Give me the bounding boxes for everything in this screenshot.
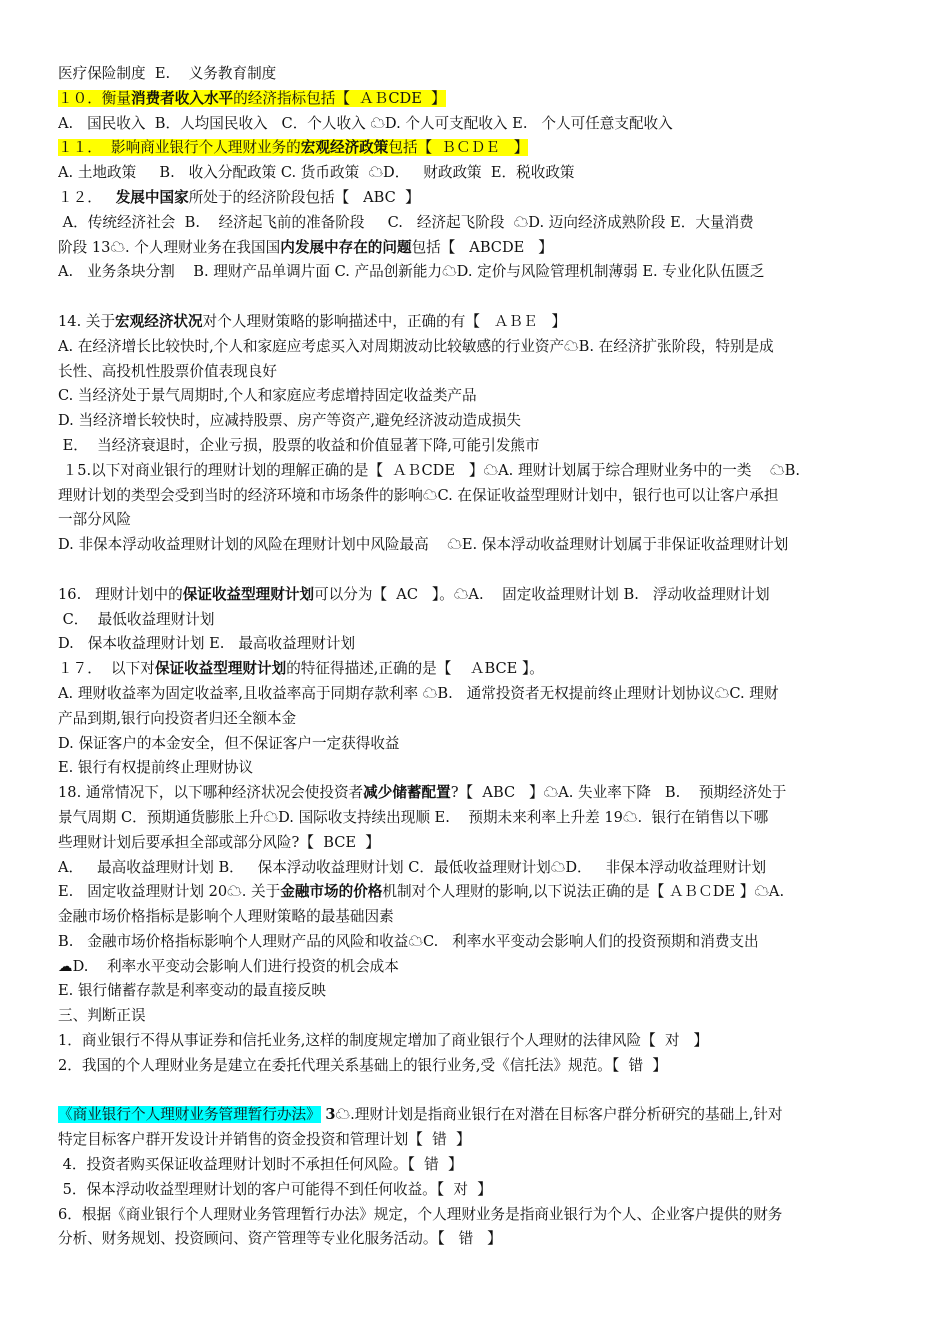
- text-line: [58, 409, 893, 434]
- text-segment: ☁.理财计划是指商业银行在对潜在目标客户群分析研究的基础上,针对: [335, 1106, 783, 1124]
- text-segment: D. 当经济增长较快时，应减持股票、房产等资产,避免经济波动造成损失: [58, 412, 521, 430]
- text-line: [58, 583, 893, 608]
- text-segment: 对个人理财策略的影响描述中，正确的有【 ＡＢＥ 】: [202, 312, 567, 330]
- text-line: [58, 112, 893, 137]
- text-line: [58, 186, 893, 211]
- text-segment: C. 当经济处于景气周期时,个人和家庭应考虑增持固定收益类产品: [58, 387, 477, 405]
- text-segment: A. 国民收入 B．人均国民收入 C．个人收入 ☁D. 个人可支配收入 E. 个人可任意支配收入: [58, 114, 673, 132]
- text-segment: 2．我国的个人理财业务是建立在委托代理关系基础上的银行业务,受《信托法》规范。【 错 】: [58, 1056, 667, 1074]
- text-segment: 金融市场的价格: [280, 883, 383, 901]
- text-segment: A. 土地政策 B. 收入分配政策 C. 货币政策 ☁D． 财政政策 E．税收政策: [58, 164, 575, 182]
- text-segment: 产品到期,银行向投资者归还全额本金: [58, 709, 297, 727]
- text-line: [58, 806, 893, 831]
- document-body: [58, 62, 893, 1252]
- text-segment: 理财计划的类型会受到当时的经济环境和市场条件的影响☁C. 在保证收益型理财计划中，银行也可以让客户承担: [58, 486, 779, 504]
- text-line: [58, 1227, 893, 1252]
- text-segment: １７． 以下对: [58, 660, 155, 678]
- text-line: [58, 484, 893, 509]
- text-segment: A. 业务条块分割 B. 理财产品单调片面 C. 产品创新能力☁D. 定价与风险管理机制薄弱 E. 专业化队伍匮乏: [58, 263, 765, 281]
- highlighted-text: 宏观经济政策: [300, 139, 389, 157]
- text-line: [58, 930, 893, 955]
- text-segment: D. 保本收益理财计划 E. 最高收益理财计划: [58, 635, 356, 653]
- text-line: [58, 1029, 893, 1054]
- text-segment: ☁D. 利率水平变动会影响人们进行投资的机会成本: [58, 957, 399, 975]
- text-segment: 保证收益型理财计划: [182, 585, 315, 603]
- text-segment: 景气周期 C．预期通货膨胀上升☁D. 国际收支持续出现顺 E. 预期未来利率上升差 19☁. 银行在销售以下哪: [58, 808, 769, 826]
- blank-line: [58, 285, 893, 310]
- text-line: [58, 508, 893, 533]
- text-segment: 4．投资者购买保证收益理财计划时不承担任何风险。【 错 】: [58, 1156, 463, 1174]
- text-segment: ?【 ABC 】☁A. 失业率下降 B. 预期经济处于: [450, 784, 787, 802]
- text-segment: E. 固定收益理财计划 20☁. 关于: [58, 883, 281, 901]
- text-segment: 医疗保险制度 E. 义务教育制度: [58, 65, 277, 82]
- text-segment: 宏观经济状况: [115, 312, 203, 330]
- text-segment: 保证收益型理财计划: [154, 660, 287, 678]
- text-segment: E. 银行有权提前终止理财协议: [58, 759, 254, 777]
- highlighted-text: 《商业银行个人理财业务管理暂行办法》: [58, 1106, 321, 1124]
- text-line: [58, 533, 893, 558]
- text-segment: D. 保证客户的本金安全，但不保证客户一定获得收益: [58, 734, 400, 752]
- text-segment: 5．保本浮动收益型理财计划的客户可能得不到任何收益。【 对 】: [58, 1180, 492, 1198]
- text-line: [58, 781, 893, 806]
- text-line: [58, 657, 893, 682]
- text-line: [58, 1153, 893, 1178]
- text-line: [58, 707, 893, 732]
- text-segment: 长性、高投机性股票价值表现良好: [58, 362, 277, 380]
- text-segment: 3: [325, 1106, 336, 1124]
- text-line: [58, 608, 893, 633]
- text-line: [58, 310, 893, 335]
- text-segment: 可以分为【 AC 】。☁A. 固定收益理财计划 B. 浮动收益理财计划: [314, 585, 770, 603]
- text-line: [58, 880, 893, 905]
- text-segment: E． 当经济衰退时，企业亏损，股票的收益和价值显著下降,可能引发熊市: [58, 436, 540, 454]
- text-segment: E. 银行储蓄存款是利率变动的最直接反映: [58, 982, 327, 1000]
- text-segment: 的特征得描述,正确的是【 ＡBCE 】。: [286, 660, 544, 678]
- highlighted-text: 的经济指标包括【 ＡＢCDE 】: [233, 89, 446, 107]
- text-segment: 6．根据《商业银行个人理财业务管理暂行办法》规定，个人理财业务是指商业银行为个人、企业客户提供的财务: [58, 1205, 783, 1223]
- text-segment: B. 金融市场价格指标影响个人理财产品的风险和收益☁C. 利率水平变动会影响人们的投资预期和消费支出: [58, 932, 759, 950]
- text-segment: 包括【 ABCDE 】: [411, 238, 553, 256]
- text-line: [58, 136, 893, 161]
- text-line: [58, 756, 893, 781]
- text-line: [58, 1203, 893, 1228]
- text-line: [58, 1103, 893, 1128]
- blank-line: [58, 1079, 893, 1104]
- text-segment: 三、判断正误: [58, 1007, 146, 1025]
- text-segment: 阶段 13☁. 个人理财业务在我国国: [58, 238, 281, 256]
- text-line: [58, 732, 893, 757]
- text-segment: 18. 通常情况下，以下哪种经济状况会使投资者: [58, 784, 364, 802]
- text-segment: １5.以下对商业银行的理财计划的理解正确的是【 ＡＢCDE 】☁A. 理财计划属于综合理财业务中的一类 ☁B.: [58, 461, 800, 479]
- text-segment: A. 理财收益率为固定收益率,且收益率高于同期存款利率 ☁B. 通常投资者无权提前终止理财计划协议☁C. 理财: [58, 684, 779, 702]
- text-line: [58, 161, 893, 186]
- text-segment: 分析、财务规划、投资顾问、资产管理等专业化服务活动。【 错 】: [58, 1230, 502, 1248]
- highlighted-text: １１． 影响商业银行个人理财业务的: [58, 139, 301, 157]
- text-segment: 一部分风险: [58, 511, 131, 529]
- text-line: [58, 955, 893, 980]
- text-segment: 发展中国家: [115, 188, 189, 206]
- text-line: [58, 260, 893, 285]
- text-line: [58, 1004, 893, 1029]
- text-segment: A．传统经济社会 B. 经济起飞前的准备阶段 C. 经济起飞阶段 ☁D. 迈向经济成熟阶段 E．大量消费: [58, 213, 754, 231]
- blank-line: [58, 558, 893, 583]
- text-line: [58, 682, 893, 707]
- highlighted-text: １０．衡量: [58, 89, 131, 107]
- text-segment: A． 最高收益理财计划 B． 保本浮动收益理财计划 C．最低收益理财计划☁D． 非保本浮动收益理财计划: [58, 858, 767, 876]
- text-segment: D. 非保本浮动收益理财计划的风险在理财计划中风险最高 ☁E. 保本浮动收益理财计划属于非保证收益理财计划: [58, 536, 789, 554]
- text-line: [58, 1128, 893, 1153]
- text-line: [58, 831, 893, 856]
- text-line: [58, 459, 893, 484]
- text-line: [58, 236, 893, 261]
- text-segment: 些理财计划后要承担全部或部分风险?【 BCE 】: [58, 833, 380, 851]
- text-segment: 机制对个人理财的影响,以下说法正确的是【 ＡＢＣDE 】☁A.: [382, 883, 785, 901]
- text-segment: A. 在经济增长比较快时,个人和家庭应考虑买入对周期波动比较敏感的行业资产☁B. 在经济扩张阶段，特别是成: [58, 337, 774, 355]
- text-line: [58, 632, 893, 657]
- text-segment: 所处于的经济阶段包括【 ABC 】: [188, 188, 420, 206]
- text-segment: 16. 理财计划中的: [58, 585, 183, 603]
- text-segment: １２．: [58, 188, 116, 206]
- text-line: [58, 1178, 893, 1203]
- text-line: [58, 979, 893, 1004]
- text-segment: 减少储蓄配置: [363, 784, 451, 802]
- text-line: [58, 1054, 893, 1079]
- highlighted-text: 消费者收入水平: [130, 89, 234, 107]
- text-line: [58, 335, 893, 360]
- text-line: [58, 360, 893, 385]
- text-segment: 1．商业银行不得从事证券和信托业务,这样的制度规定增加了商业银行个人理财的法律风险【 对 】: [58, 1032, 709, 1050]
- text-line: [58, 856, 893, 881]
- text-segment: 14. 关于: [58, 312, 116, 330]
- text-line: [58, 211, 893, 236]
- text-line: [58, 62, 893, 87]
- text-line: [58, 384, 893, 409]
- text-segment: 特定目标客户群开发设计并销售的资金投资和管理计划【 错 】: [58, 1131, 471, 1149]
- highlighted-text: 包括【 ＢＣＤＥ 】: [388, 139, 529, 157]
- text-line: [58, 87, 893, 112]
- text-segment: C． 最低收益理财计划: [58, 610, 215, 628]
- text-segment: 内发展中存在的问题: [280, 238, 412, 256]
- text-segment: 金融市场价格指标是影响个人理财策略的最基础因素: [58, 908, 394, 926]
- text-line: [58, 905, 893, 930]
- text-line: [58, 434, 893, 459]
